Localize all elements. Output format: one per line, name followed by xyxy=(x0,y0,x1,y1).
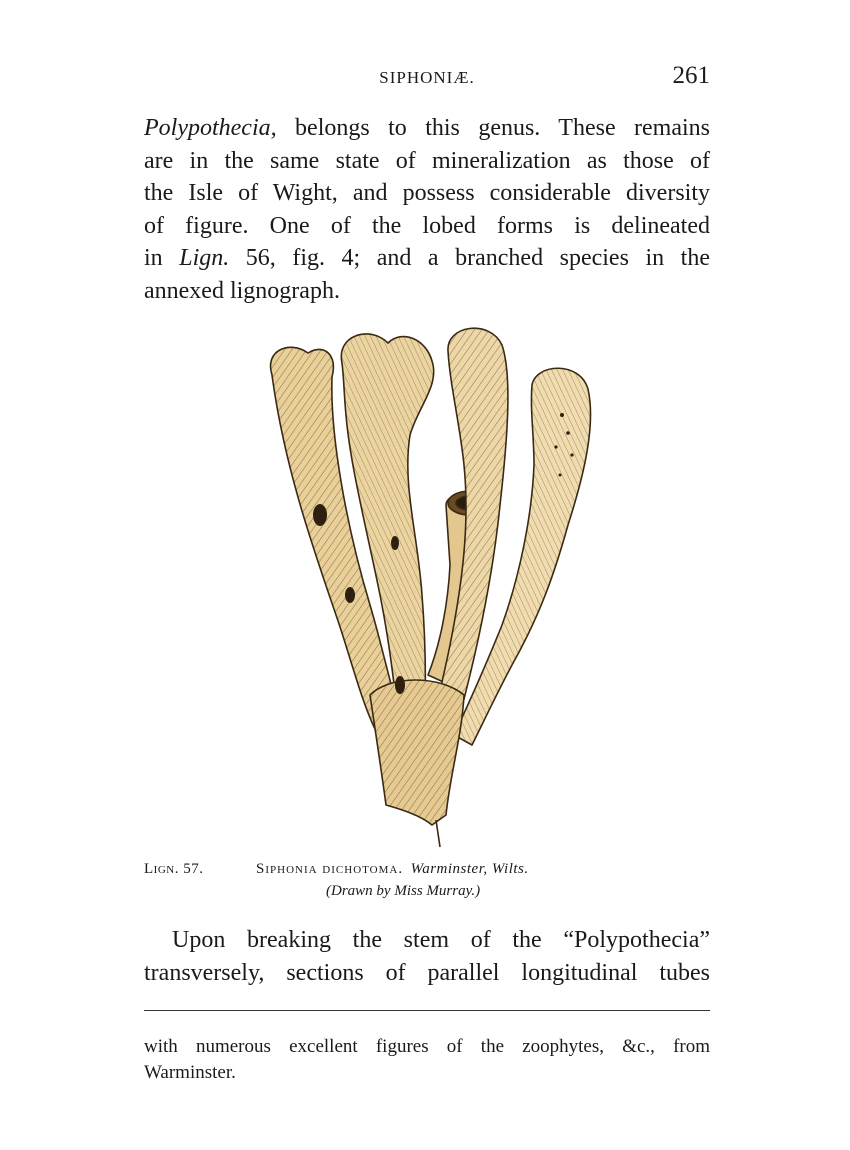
caption-credit: (Drawn by Miss Murray.) xyxy=(326,883,481,899)
caption-title xyxy=(256,858,529,880)
caption-location: Warminster, Wilts. xyxy=(410,861,529,877)
lign-reference: Lign. xyxy=(179,245,230,271)
text-line: transversely, sections of parallel longitudinal tubes xyxy=(144,959,710,986)
lower-paragraph xyxy=(144,924,710,989)
footnote-rule xyxy=(144,1010,710,1011)
text-line: are in the same state of mineralization as those of xyxy=(144,147,710,174)
page-header xyxy=(144,62,710,92)
text-line: annexed lignograph. xyxy=(144,277,340,304)
caption-species: Siphonia dichotoma. xyxy=(256,861,404,877)
top-paragraph xyxy=(144,112,710,307)
text-line: of figure. One of the lobed forms is delineated xyxy=(144,212,710,239)
caption-label: Lign. 57. xyxy=(144,861,204,877)
footnote-line: Warminster. xyxy=(144,1062,236,1083)
footnote xyxy=(144,1034,710,1086)
text-line: the Isle of Wight, and possess considerable diversity xyxy=(144,180,710,206)
page-number: 261 xyxy=(672,62,710,89)
footnote-line: with numerous excellent figures of the zoophytes, &c., from xyxy=(144,1036,710,1057)
genus-name: Polypothecia, xyxy=(144,115,277,141)
running-head: SIPHONIÆ. xyxy=(379,68,475,87)
fossil-body xyxy=(271,328,591,847)
text-line: Upon breaking the stem of the “Polypothecia” xyxy=(172,927,710,953)
text-line: Polypothecia, belongs to this genus. These remains xyxy=(144,115,710,141)
text-line: in Lign. 56, fig. 4; and a branched species in the xyxy=(144,245,711,271)
fossil-illustration xyxy=(250,315,610,855)
